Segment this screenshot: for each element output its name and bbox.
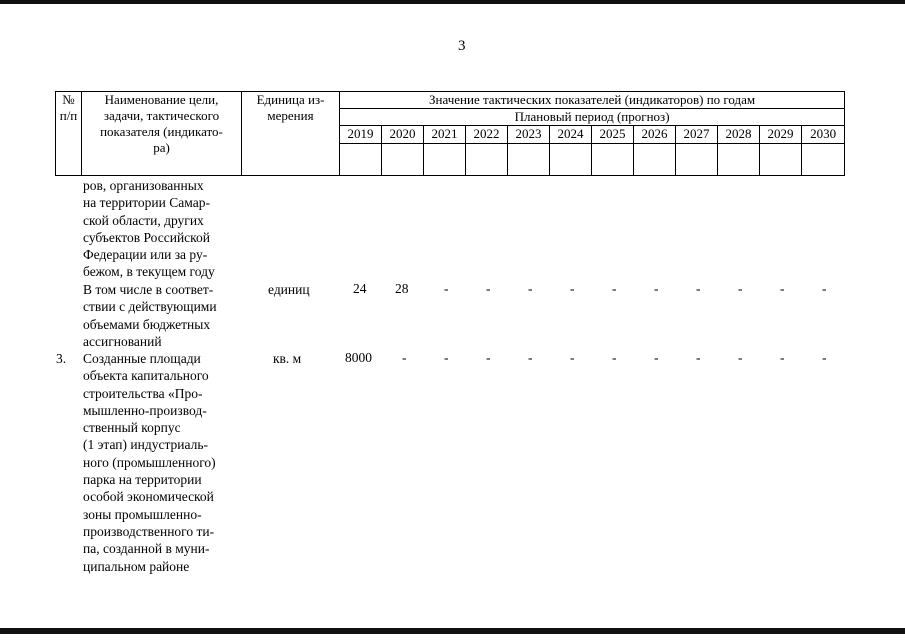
header-values-title: Значение тактических показателей (индикаторов) по годам [340, 92, 845, 109]
row-3-value: - [822, 350, 827, 365]
header-unit-cell: Единица из- мерения [242, 92, 340, 176]
year-cell: 2024 [550, 126, 592, 144]
header-number-cell: № п/п [56, 92, 82, 176]
row-3-value: - [738, 350, 743, 365]
year-cell: 2021 [424, 126, 466, 144]
row-3-value: - [402, 350, 407, 365]
row-3-value: - [486, 350, 491, 365]
year-cell: 2019 [340, 126, 382, 144]
year-cell: 2026 [634, 126, 676, 144]
row-1-unit: единиц [268, 282, 310, 297]
year-cell: 2028 [718, 126, 760, 144]
year-cell: 2025 [592, 126, 634, 144]
header-table [55, 91, 845, 176]
row-3-value: 8000 [345, 350, 372, 365]
year-cell: 2023 [508, 126, 550, 144]
year-cell: 2027 [676, 126, 718, 144]
year-cell: 2030 [802, 126, 845, 144]
bottom-border [0, 628, 905, 634]
row-3-value: - [654, 350, 659, 365]
row-3-value: - [528, 350, 533, 365]
row-1-value: - [528, 281, 533, 296]
row-3-value: - [612, 350, 617, 365]
top-border [0, 0, 905, 4]
row-3-value: - [780, 350, 785, 365]
row-3-value: - [696, 350, 701, 365]
row-3-name: Созданные площади объекта капитального строительства «Про- мышленно-производ- ственный корпус (1 этап) индустриаль- ного (промышленного) парка на территории особой экономической зоны промышленно- производственного ти- па, созданной в муни- ципальном районе [83, 351, 216, 574]
header-name-cell: Наименование цели, задачи, тактического показателя (индикато- ра) [82, 92, 242, 176]
header-period: Плановый период (прогноз) [340, 109, 845, 126]
row-1-value: - [696, 281, 701, 296]
row-1-value: - [570, 281, 575, 296]
row-3-number: 3. [56, 351, 67, 366]
row-1-value: - [780, 281, 785, 296]
row-1-value: 28 [395, 281, 409, 296]
row-3-value: - [570, 350, 575, 365]
row-3-value: - [444, 350, 449, 365]
row-1-name: В том числе в соответ- ствии с действующими объемами бюджетных ассигнований [83, 282, 217, 349]
row-1-value: 24 [353, 281, 367, 296]
page-number: 3 [458, 38, 466, 54]
year-cell: 2029 [760, 126, 802, 144]
row-1-value: - [486, 281, 491, 296]
row-3-unit: кв. м [273, 351, 302, 366]
row-1-value: - [444, 281, 449, 296]
year-cell: 2020 [382, 126, 424, 144]
row-1-value: - [612, 281, 617, 296]
continuation-text: ров, организованных на территории Самар- ской области, других субъектов Российской Федерации или за ру- бежом, в текущем году [83, 178, 215, 280]
year-cell: 2022 [466, 126, 508, 144]
row-1-value: - [654, 281, 659, 296]
row-1-value: - [738, 281, 743, 296]
row-1-value: - [822, 281, 827, 296]
